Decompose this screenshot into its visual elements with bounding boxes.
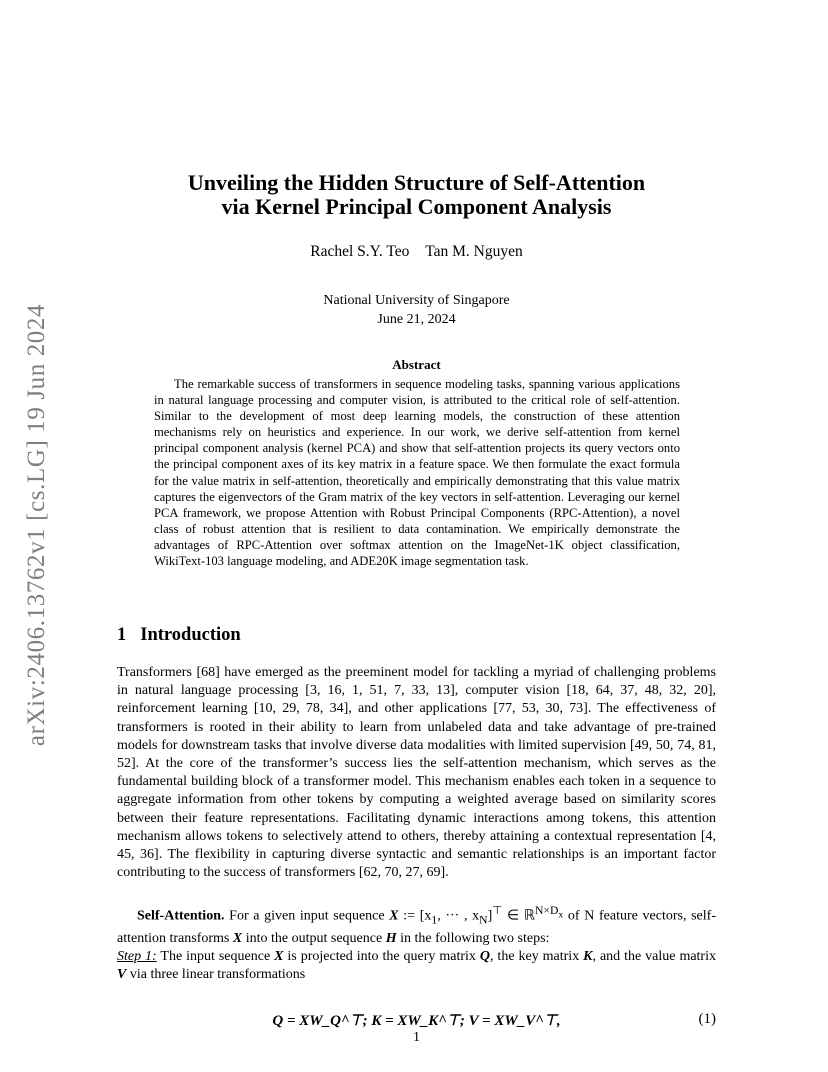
sa-text: , ··· , x	[437, 908, 480, 924]
equation-number: (1)	[698, 1011, 716, 1027]
step1-var: K	[583, 948, 593, 964]
sa-text: := [x	[398, 908, 432, 924]
step1-text: via three linear transformations	[126, 967, 306, 983]
author-2: Tan M. Nguyen	[425, 243, 523, 260]
abstract-body: The remarkable success of transformers in sequence modeling tasks, spanning various applications in natural language processing and computer vision, is attributed to the critical role of self-attention. Similar to the development of most deep learning models, the construction of these attention mechanisms rely on heuristics and experience. In our work, we derive self-attention from kernel principal component analysis (kernel PCA) and show that self-attention projects its query vectors onto the principal component axes of its key matrix in a feature space. We then formulate the exact formula for the value matrix in self-attention, theoretically and empirically demonstrating that this value matrix captures the eigenvectors of the Gram matrix of the key vectors in self-attention. Leveraging our kernel PCA framework, we propose Attention with Robust Principal Components (RPC-Attention), a novel class of robust attention that is resilient to data contamination. We empirically demonstrate the advantages of RPC-Attention over softmax attention on the ImageNet-1K object classification, WikiText-103 language modeling, and ADE20K image segmentation task.	[154, 377, 680, 569]
author-list	[117, 243, 716, 261]
sa-text: of N feature vectors, self-attention transforms	[117, 908, 716, 946]
paper-title	[117, 171, 716, 219]
paper-date: June 21, 2024	[377, 312, 456, 327]
step1-text: , and the value matrix	[592, 948, 716, 964]
self-attention-label: Self-Attention.	[137, 908, 225, 924]
title-line-2: via Kernel Principal Component Analysis	[221, 194, 612, 219]
abstract-heading: Abstract	[392, 357, 441, 372]
section-heading	[117, 625, 241, 646]
sa-sub: N	[479, 913, 488, 927]
step1-text: , the key matrix	[489, 948, 584, 964]
sa-sub: 1	[431, 913, 438, 927]
sa-sup: ⊤	[492, 904, 503, 917]
affiliation: National University of Singapore	[323, 293, 510, 308]
step1-var: Q	[479, 948, 490, 964]
self-attention-paragraph	[117, 902, 716, 984]
sa-sub: x	[558, 909, 564, 921]
step1-var: V	[117, 967, 127, 983]
page-number: 1	[413, 1030, 420, 1045]
step1-text: The input sequence	[156, 948, 275, 964]
affiliation-block	[117, 291, 716, 329]
sa-var: X	[232, 930, 243, 946]
title-line-1: Unveiling the Hidden Structure of Self-Attention	[187, 170, 646, 195]
step1-var: X	[274, 948, 284, 964]
sa-text: into the output sequence	[242, 930, 386, 946]
sa-text: ]	[487, 908, 493, 924]
sa-text: ∈ ℝ	[502, 908, 535, 924]
equation-formula: Q = XW_Q^⊤; K = XW_K^⊤; V = XW_V^⊤,	[272, 1013, 561, 1029]
sa-dims: N×D	[535, 904, 559, 917]
section-title: Introduction	[140, 625, 241, 645]
step1-label: Step 1:	[117, 948, 157, 964]
sa-text: in the following two steps:	[396, 930, 550, 946]
sa-var: X	[389, 908, 399, 924]
author-1: Rachel S.Y. Teo	[310, 243, 410, 260]
section-number: 1	[117, 625, 127, 645]
sa-var: H	[385, 930, 397, 946]
arxiv-identifier-stamp: arXiv:2406.13762v1 [cs.LG] 19 Jun 2024	[23, 303, 50, 747]
step1-text: is projected into the query matrix	[283, 948, 480, 964]
sa-text: For a given input sequence	[224, 908, 390, 924]
intro-paragraph: Transformers [68] have emerged as the preeminent model for tackling a myriad of challenging problems in natural language processing [3, 16, 1, 51, 7, 33, 13], computer vision [18, 64, 37, 48, 32, 20], reinforcement learning [10, 29, 78, 34], and other applications [77, 53, 30, 73]. The effectiveness of transformers is rooted in their ability to learn from unlabeled data and take advantage of pre-trained models for downstream tasks that involve diverse data modalities with limited supervision [49, 50, 74, 81, 52]. At the core of the transformer’s success lies the self-attention mechanism, which serves as the fundamental building block of a transformer model. This mechanism enables each token in a sequence to aggregate information from other tokens by computing a weighted average based on similarity scores between their feature representations. Facilitating dynamic interactions among tokens, this attention mechanism allows tokens to selectively attend to others, thereby attaining a contextual representation [4, 45, 36]. The flexibility in capturing diverse syntactic and semantic relationships is an important factor contributing to the success of transformers [62, 70, 27, 69].	[117, 665, 716, 881]
